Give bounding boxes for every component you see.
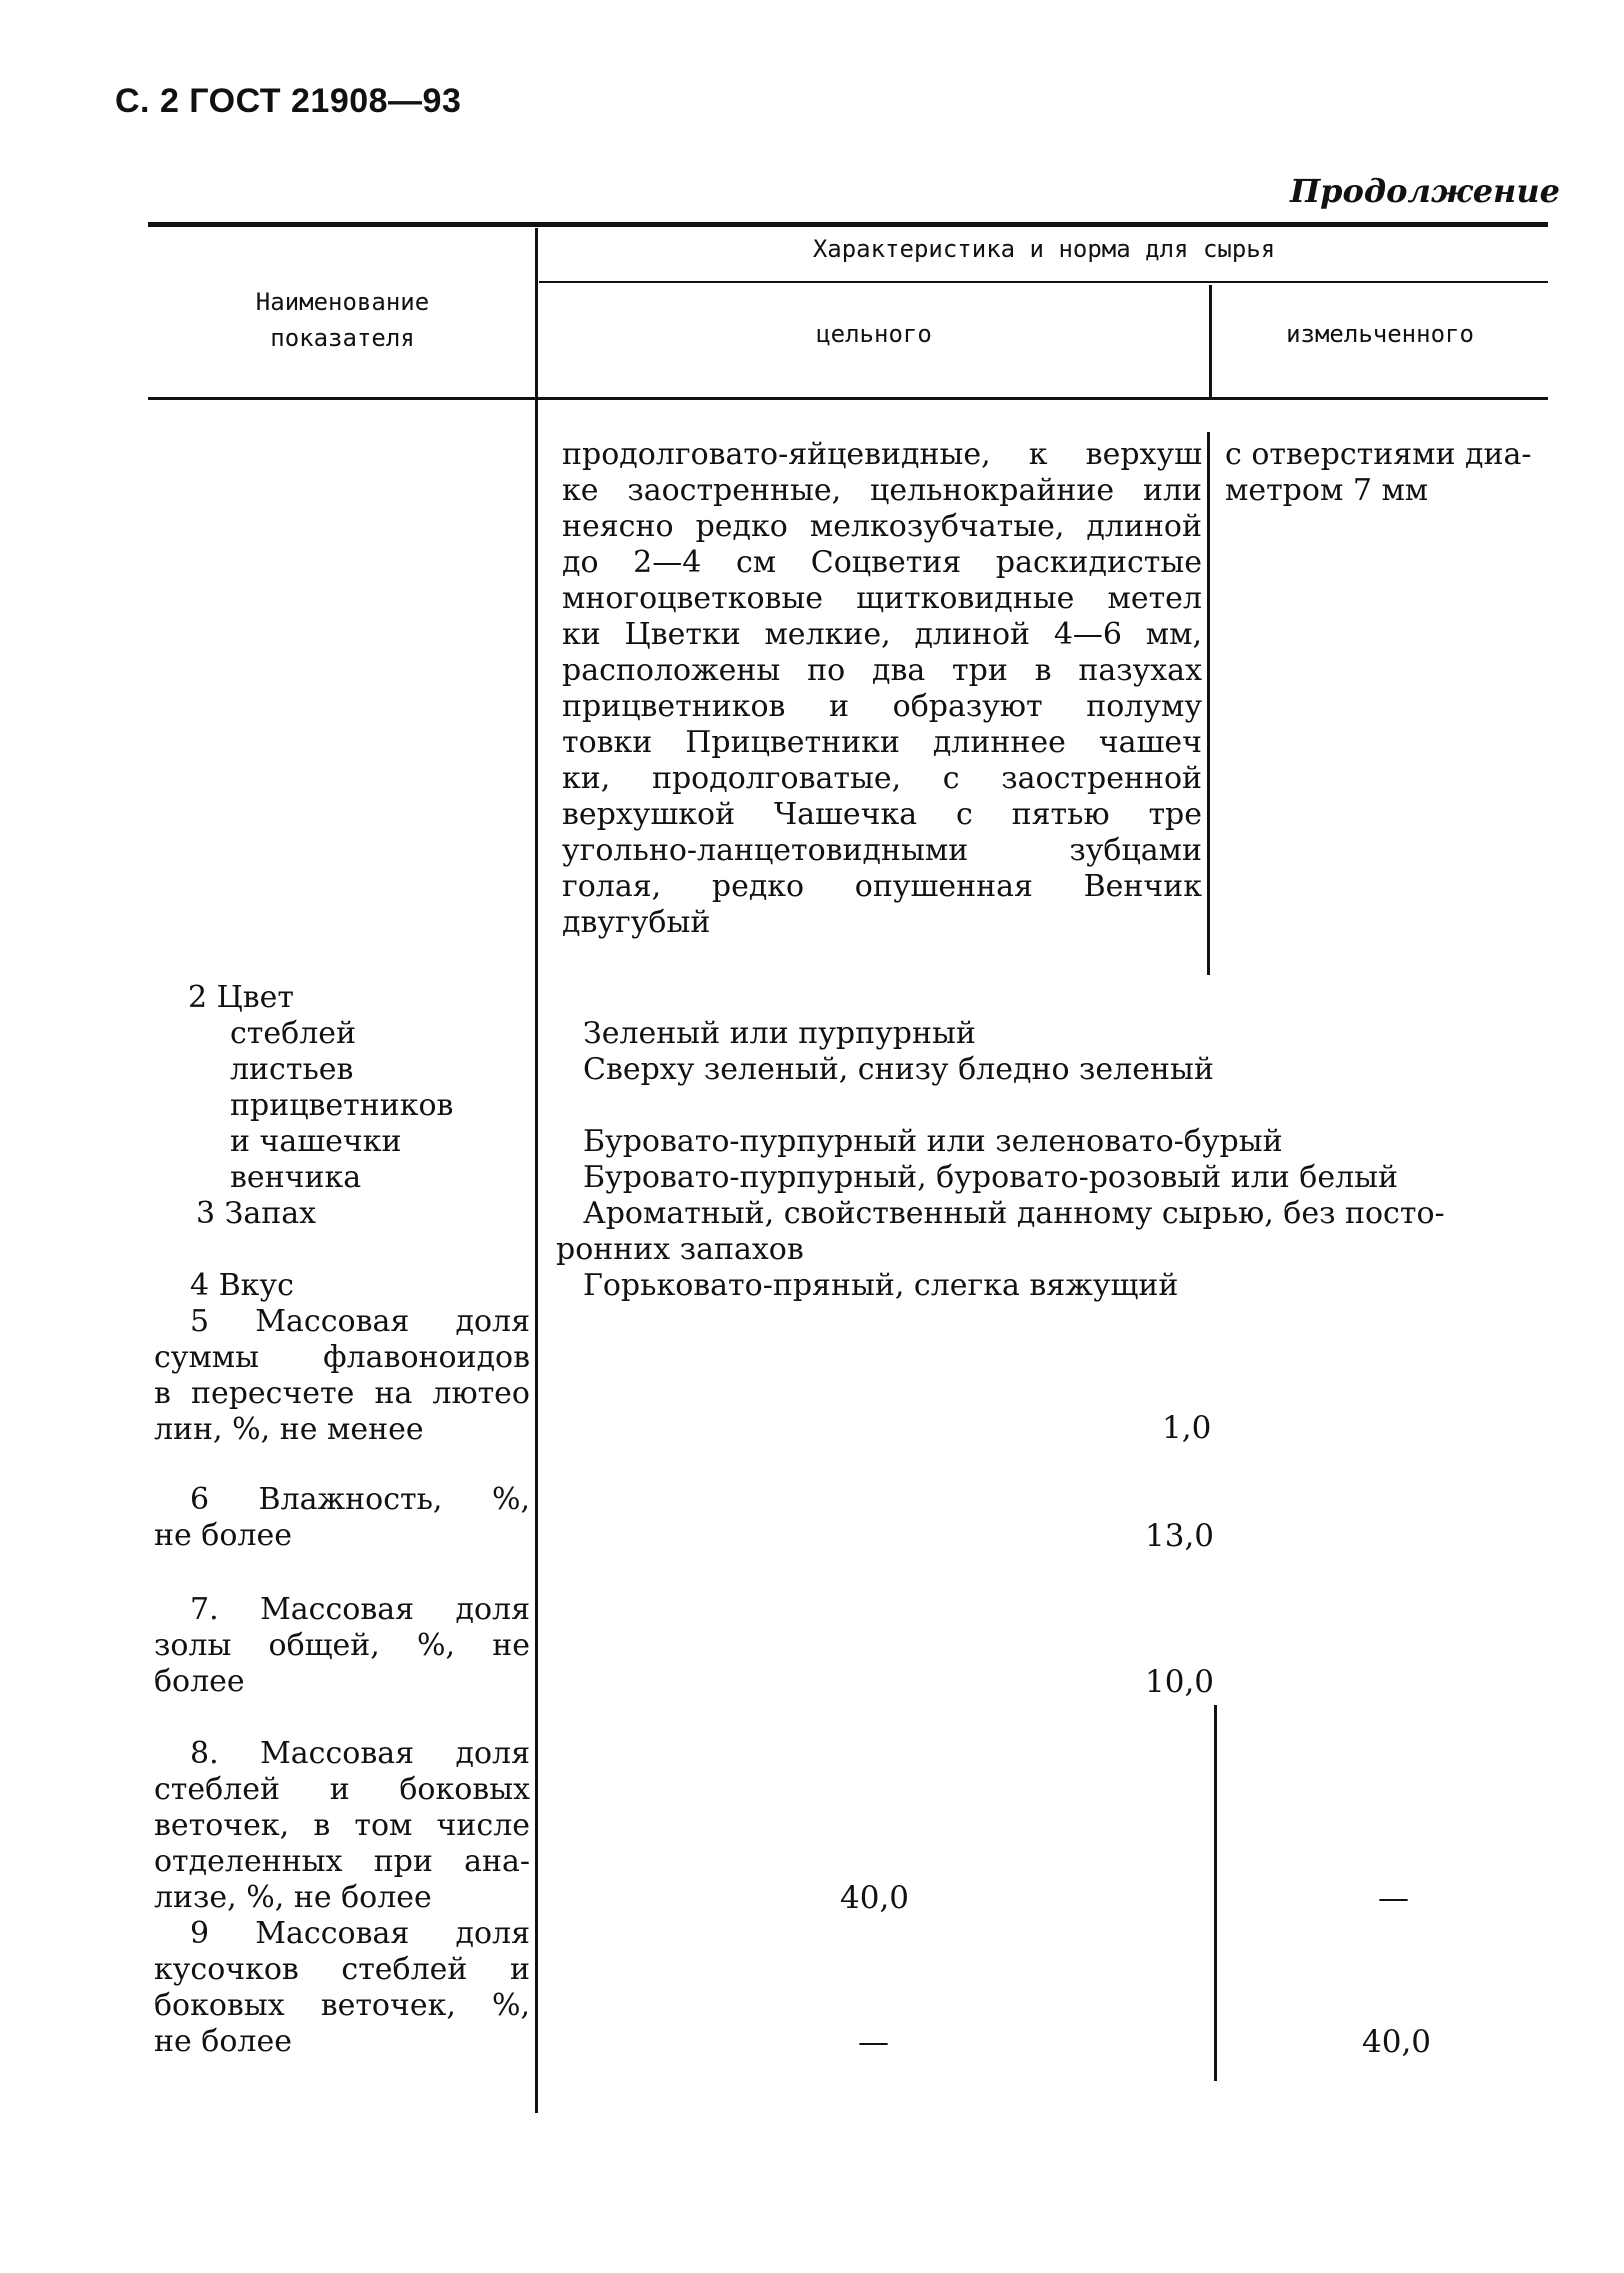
page-header: С. 2 ГОСТ 21908—93 bbox=[115, 82, 462, 120]
stem-pieces-crushed-value: 40,0 bbox=[1362, 2024, 1432, 2060]
crushed-header: измельченного bbox=[1286, 320, 1474, 348]
stem-pieces-whole-value: — bbox=[858, 2024, 889, 2060]
taste-label: 4 Вкус bbox=[190, 1268, 294, 1303]
moisture-label: 6 Влажность, %, не более bbox=[154, 1482, 530, 1553]
color-bracts-value: Буровато-пурпурный или зеленовато-бурый bbox=[583, 1124, 1283, 1159]
whole-header: цельного bbox=[816, 320, 932, 348]
moisture-value: 13,0 bbox=[1145, 1518, 1215, 1554]
color-corolla-value: Буровато-пурпурный, буровато-розовый или белый bbox=[583, 1160, 1399, 1195]
taste-value: Горьковато-пряный, слегка вяжущий bbox=[583, 1268, 1179, 1303]
row1-whole-description: продолговато-яйцевидные, к верхуш ке заостренные, цельнокрайние или неясно редко мелкозубчатые, длиной до 2—4 см Соцветия раскидистые многоцветковые щитковидные метел ки Цветки мелкие, длиной 4—6 мм, расположены по два три в пазухах прицветников и образуют полуму товки Прицветники длиннее чашеч ки, продолговатые, с заостренной верхушкой Чашечка с пятью тре угольно-ланцетовидными зубцами голая, редко опушенная Венчик двугубый bbox=[562, 437, 1202, 940]
stems-crushed-value: — bbox=[1378, 1880, 1409, 1916]
smell-value: Ароматный, свойственный данному сырью, без посто- ронних запахов bbox=[556, 1196, 1445, 1267]
row1-crushed-description: с отверстиями диа- метром 7 мм bbox=[1225, 437, 1532, 508]
table-top-rule bbox=[148, 222, 1548, 227]
color-indicator-labels: 2 Цвет стеблей листьев прицветников и чашечки венчика bbox=[188, 980, 454, 1195]
ash-value: 10,0 bbox=[1145, 1664, 1215, 1700]
stems-label: 8. Массовая доля стеблей и боковых веточек, в том числе отделенных при ана- лизе, %, не более bbox=[154, 1736, 530, 1915]
flavonoids-value: 1,0 bbox=[1162, 1410, 1212, 1446]
whole-crushed-divider-row1 bbox=[1207, 432, 1210, 975]
group-header: Характеристика и норма для сырья bbox=[812, 235, 1276, 263]
group-header-rule bbox=[539, 281, 1548, 283]
flavonoids-label: 5 Массовая доля суммы флавоноидов в пересчете на лютео лин, %, не менее bbox=[154, 1304, 530, 1447]
header-bottom-rule bbox=[148, 397, 1548, 400]
whole-crushed-divider-lower bbox=[1214, 1705, 1217, 2081]
color-leaves-value: Сверху зеленый, снизу бледно зеленый bbox=[583, 1052, 1214, 1087]
ash-label: 7. Массовая доля золы общей, %, не более bbox=[154, 1592, 530, 1699]
stem-pieces-label: 9 Массовая доля кусочков стеблей и боковых веточек, %, не более bbox=[154, 1916, 530, 2059]
indicator-column-divider bbox=[535, 228, 538, 2113]
continuation-label: Продолжение bbox=[1289, 172, 1560, 210]
smell-label: 3 Запах bbox=[196, 1196, 316, 1231]
color-stems-value: Зеленый или пурпурный bbox=[583, 1016, 976, 1051]
stems-whole-value: 40,0 bbox=[840, 1880, 910, 1916]
indicator-header: Наименование показателя bbox=[255, 288, 430, 352]
